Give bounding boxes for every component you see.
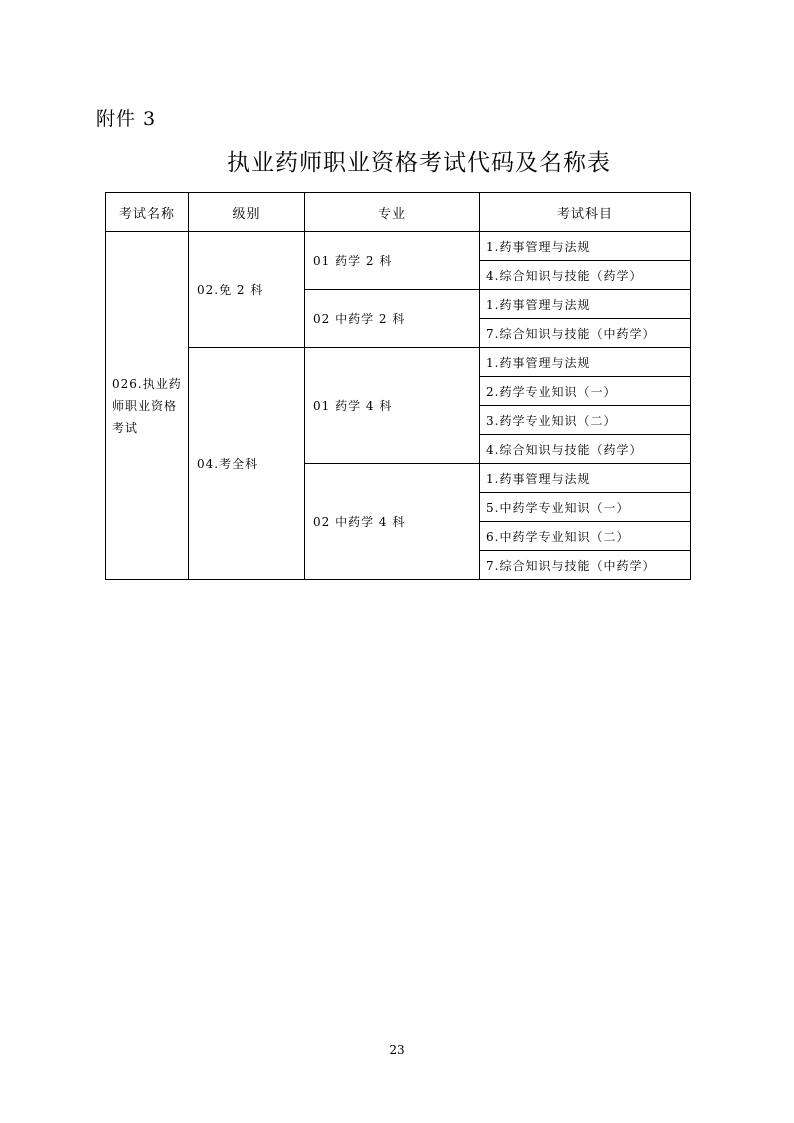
- subject-cell: 7.综合知识与技能（中药学）: [480, 551, 691, 580]
- table-row: [106, 232, 691, 261]
- subject-cell: 3.药学专业知识（二）: [480, 406, 691, 435]
- subject-cell: 7.综合知识与技能（中药学）: [480, 319, 691, 348]
- table-row: [106, 348, 691, 377]
- subject-cell: 1.药事管理与法规: [480, 232, 691, 261]
- subject-cell: 4.综合知识与技能（药学）: [480, 435, 691, 464]
- header-level: 级别: [189, 193, 305, 232]
- subject-cell: 1.药事管理与法规: [480, 290, 691, 319]
- header-subject: 考试科目: [480, 193, 691, 232]
- subject-cell: 2.药学专业知识（一）: [480, 377, 691, 406]
- subject-cell: 4.综合知识与技能（药学）: [480, 261, 691, 290]
- level-cell: 04.考全科: [189, 348, 305, 580]
- major-cell: 02 中药学 2 科: [305, 290, 480, 348]
- level-cell: 02.免 2 科: [189, 232, 305, 348]
- page-number: 23: [389, 1043, 405, 1057]
- subject-cell: 5.中药学专业知识（一）: [480, 493, 691, 522]
- attachment-label: 附件 3: [96, 108, 157, 130]
- subject-cell: 6.中药学专业知识（二）: [480, 522, 691, 551]
- subject-cell: 1.药事管理与法规: [480, 464, 691, 493]
- subject-cell: 1.药事管理与法规: [480, 348, 691, 377]
- page-title: 执业药师职业资格考试代码及名称表: [227, 150, 611, 176]
- exam-code-table: [105, 192, 691, 580]
- major-cell: 02 中药学 4 科: [305, 464, 480, 580]
- table-header-row: [106, 193, 691, 232]
- header-major: 专业: [305, 193, 480, 232]
- exam-name-cell: 026.执业药师职业资格考试: [106, 232, 189, 580]
- major-cell: 01 药学 4 科: [305, 348, 480, 464]
- header-exam-name: 考试名称: [106, 193, 189, 232]
- major-cell: 01 药学 2 科: [305, 232, 480, 290]
